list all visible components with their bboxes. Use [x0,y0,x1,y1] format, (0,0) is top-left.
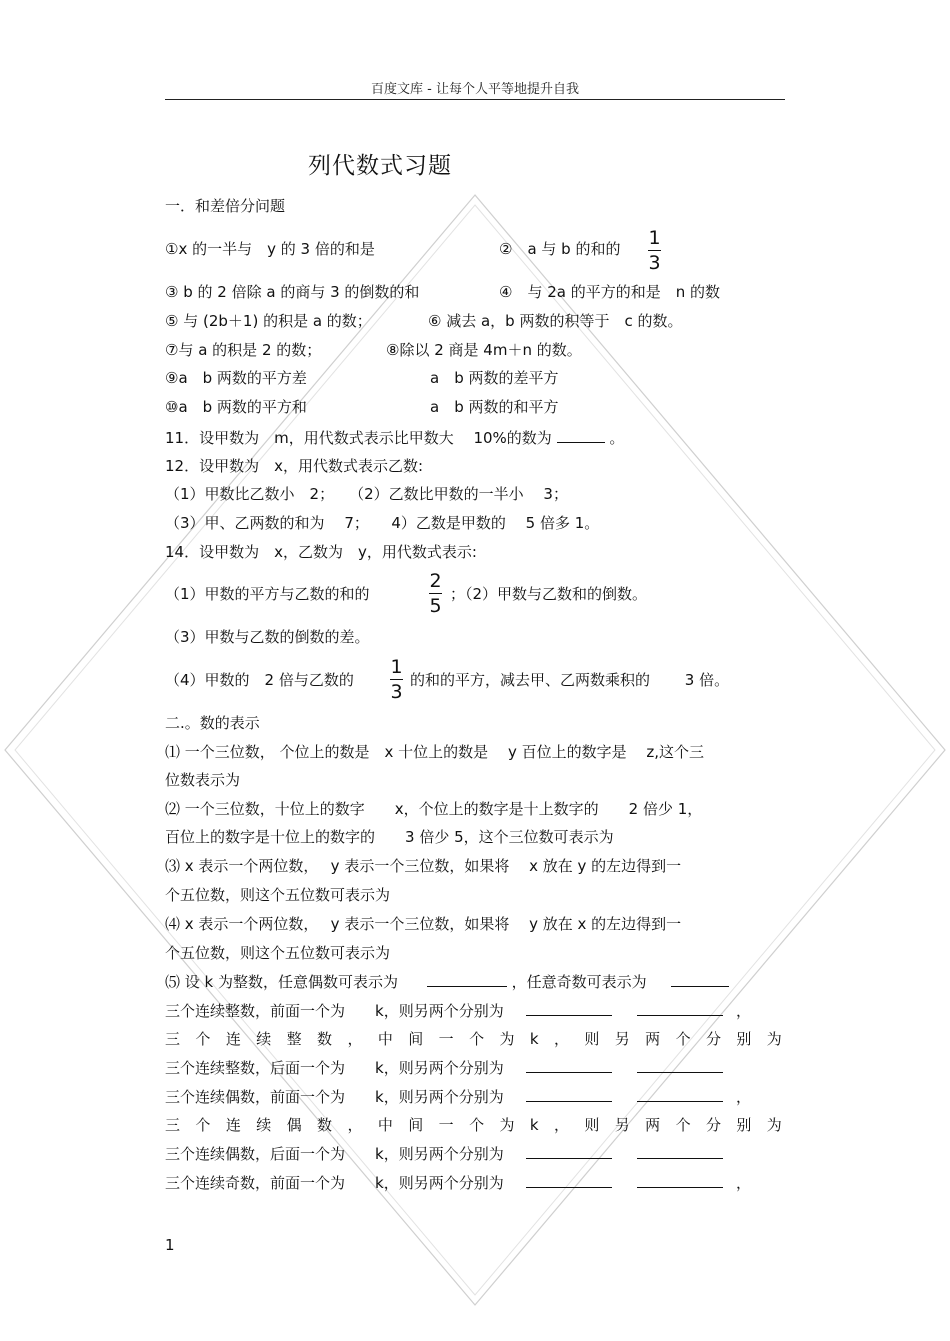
answer-blank [637,1087,723,1102]
question-11-end: 。 [609,429,625,447]
fraction-numerator: 1 [390,656,403,678]
question-9a: ⑨a b 两数的平方差 [165,369,307,387]
row-char: 别 [736,1030,752,1048]
row-char: ， [553,1116,569,1134]
row-consecutive-integers-first: 三个连续整数，前面一个为 k，则另两个分别为 ， [165,1002,752,1020]
header-rule [165,99,785,100]
fraction-denominator: 5 [429,595,442,617]
answer-blank [526,1058,612,1073]
question-2: ② a 与 b 的和的 [499,240,621,258]
fraction-denominator: 3 [648,252,661,274]
row-char: 偶 [286,1116,302,1134]
row-consecutive-integers-last: 三个连续整数，后面一个为 k，则另两个分别为 [165,1058,723,1078]
answer-blank [637,1173,723,1188]
question-12-parts-1-2: （1）甲数比乙数小 2； （2）乙数比甲数的一半小 3； [165,485,568,503]
problem-1-line-1: ⑴ 一个三位数， 个位上的数是 x 十位上的数是 y 百位上的数字是 z,这个三 [165,743,705,761]
answer-blank [526,1173,612,1188]
row-char: 为 [766,1116,782,1134]
question-14-part-1a: （1）甲数的平方与乙数的和的 [165,585,370,603]
row-char: 个 [469,1030,485,1048]
row-char: ， [553,1030,569,1048]
answer-blank [557,428,605,443]
question-12: 12．设甲数为 x，用代数式表示乙数: [165,457,424,475]
row-char: 则 [584,1116,600,1134]
answer-blank [427,972,507,987]
question-14-part-4b: 的和的平方，减去甲、乙两数乘积的 3 倍。 [410,671,730,689]
fraction-numerator: 2 [429,570,442,592]
problem-4-line-1: ⑷ x 表示一个两位数， y 表示一个三位数，如果将 y 放在 x 的左边得到一 [165,915,682,933]
row-char: 三 [165,1030,181,1048]
row-char: 为 [499,1030,515,1048]
question-12-parts-3-4: （3）甲、乙两数的和为 7； 4）乙数是甲数的 5 倍多 1。 [165,514,600,532]
answer-blank [671,972,729,987]
row-char: 间 [408,1030,424,1048]
page-header: 百度文库 - 让每个人平等地提升自我 [371,82,579,97]
row-char: 续 [256,1030,272,1048]
problem-1-line-2: 位数表示为 [165,771,241,789]
problem-2-line-2: 百位上的数字是十位上的数字的 3 倍少 5，这个三位数可表示为 [165,828,614,846]
question-6: ⑥ 减去 a，b 两数的积等于 c 的数。 [428,312,683,330]
problem-3-line-2: 个五位数，则这个五位数可表示为 [165,886,391,904]
question-3: ③ b 的 2 倍除 a 的商与 3 的倒数的和 [165,283,420,301]
row-consecutive-evens-first: 三个连续偶数，前面一个为 k，则另两个分别为 ， [165,1088,752,1106]
section1-heading: 一．和差倍分问题 [165,197,286,215]
row-consecutive-odds-first: 三个连续奇数，前面一个为 k，则另两个分别为 ， [165,1174,752,1192]
answer-blank [526,1087,612,1102]
page-number: 1 [165,1236,175,1254]
row-char: 中 [377,1030,393,1048]
row-char: 个 [469,1116,485,1134]
problem-5-text-b: ，任意奇数可表示为 [511,973,647,991]
answer-blank [526,1001,612,1016]
question-9b: a b 两数的差平方 [430,369,559,387]
row-char: 另 [614,1116,630,1134]
row-char: 两 [645,1030,661,1048]
question-4: ④ 与 2a 的平方的和是 n 的数 [499,283,720,301]
row-char: 则 [584,1030,600,1048]
question-1: ①x 的一半与 y 的 3 倍的和是 [165,240,375,258]
row-consecutive-evens-last: 三个连续偶数，后面一个为 k，则另两个分别为 [165,1144,723,1164]
row-char: 连 [225,1030,241,1048]
row-char: 一 [438,1030,454,1048]
document-title: 列代数式习题 [308,153,452,179]
row-char: k [529,1030,539,1048]
answer-blank [637,1001,723,1016]
question-14-part-4a: （4）甲数的 2 倍与乙数的 [165,671,354,689]
question-5: ⑤ 与 (2b＋1) 的积是 a 的数； [165,312,372,330]
answer-blank [637,1058,723,1073]
question-8: ⑧除以 2 商是 4m＋n 的数。 [386,341,582,359]
problem-4-line-2: 个五位数，则这个五位数可表示为 [165,944,391,962]
row-char: 整 [286,1030,302,1048]
row-char: 分 [705,1116,721,1134]
row-char: 个 [675,1116,691,1134]
row-char: 个 [195,1116,211,1134]
question-7: ⑦与 a 的积是 2 的数； [165,341,322,359]
question-14-part-3: （3）甲数与乙数的倒数的差。 [165,628,370,646]
answer-blank [526,1144,612,1159]
row-char: 分 [705,1030,721,1048]
row-char: 一 [438,1116,454,1134]
problem-5-text-a: ⑸ 设 k 为整数，任意偶数可表示为 [165,973,398,991]
row-char: 为 [766,1030,782,1048]
fraction-denominator: 3 [390,681,403,703]
row-char: 数 [317,1116,333,1134]
row-char: ， [347,1030,363,1048]
question-11-text: 11．设甲数为 m，用代数式表示比甲数大 10%的数为 [165,429,552,447]
row-char: 两 [645,1116,661,1134]
row-char: 个 [195,1030,211,1048]
row-char: 数 [317,1030,333,1048]
question-11 [165,428,624,448]
problem-5 [165,972,729,992]
question-14-part-1b: ；（2）甲数与乙数和的倒数。 [450,585,648,603]
row-char: 三 [165,1116,181,1134]
row-char: 连 [225,1116,241,1134]
section2-heading: 二.。数的表示 [165,714,260,732]
row-char: 间 [408,1116,424,1134]
row-consecutive-integers-middle [165,1029,782,1049]
row-char: 别 [736,1116,752,1134]
problem-2-line-1: ⑵ 一个三位数，十位上的数字 x，个位上的数字是十上数字的 2 倍少 1， [165,800,703,818]
row-char: k [529,1116,539,1134]
fraction-two-fifths [429,570,442,617]
row-consecutive-evens-middle [165,1115,782,1135]
row-char: 另 [614,1030,630,1048]
answer-blank [637,1144,723,1159]
fraction-one-third-b [390,656,403,703]
row-char: 续 [256,1116,272,1134]
fraction-numerator: 1 [648,227,661,249]
row-char: 为 [499,1116,515,1134]
question-10a: ⑩a b 两数的平方和 [165,398,307,416]
fraction-one-third [648,227,661,274]
row-char: ， [347,1116,363,1134]
row-char: 中 [377,1116,393,1134]
question-10b: a b 两数的和平方 [430,398,559,416]
question-14: 14．设甲数为 x，乙数为 y，用代数式表示: [165,543,477,561]
row-char: 个 [675,1030,691,1048]
problem-3-line-1: ⑶ x 表示一个两位数， y 表示一个三位数，如果将 x 放在 y 的左边得到一 [165,857,682,875]
